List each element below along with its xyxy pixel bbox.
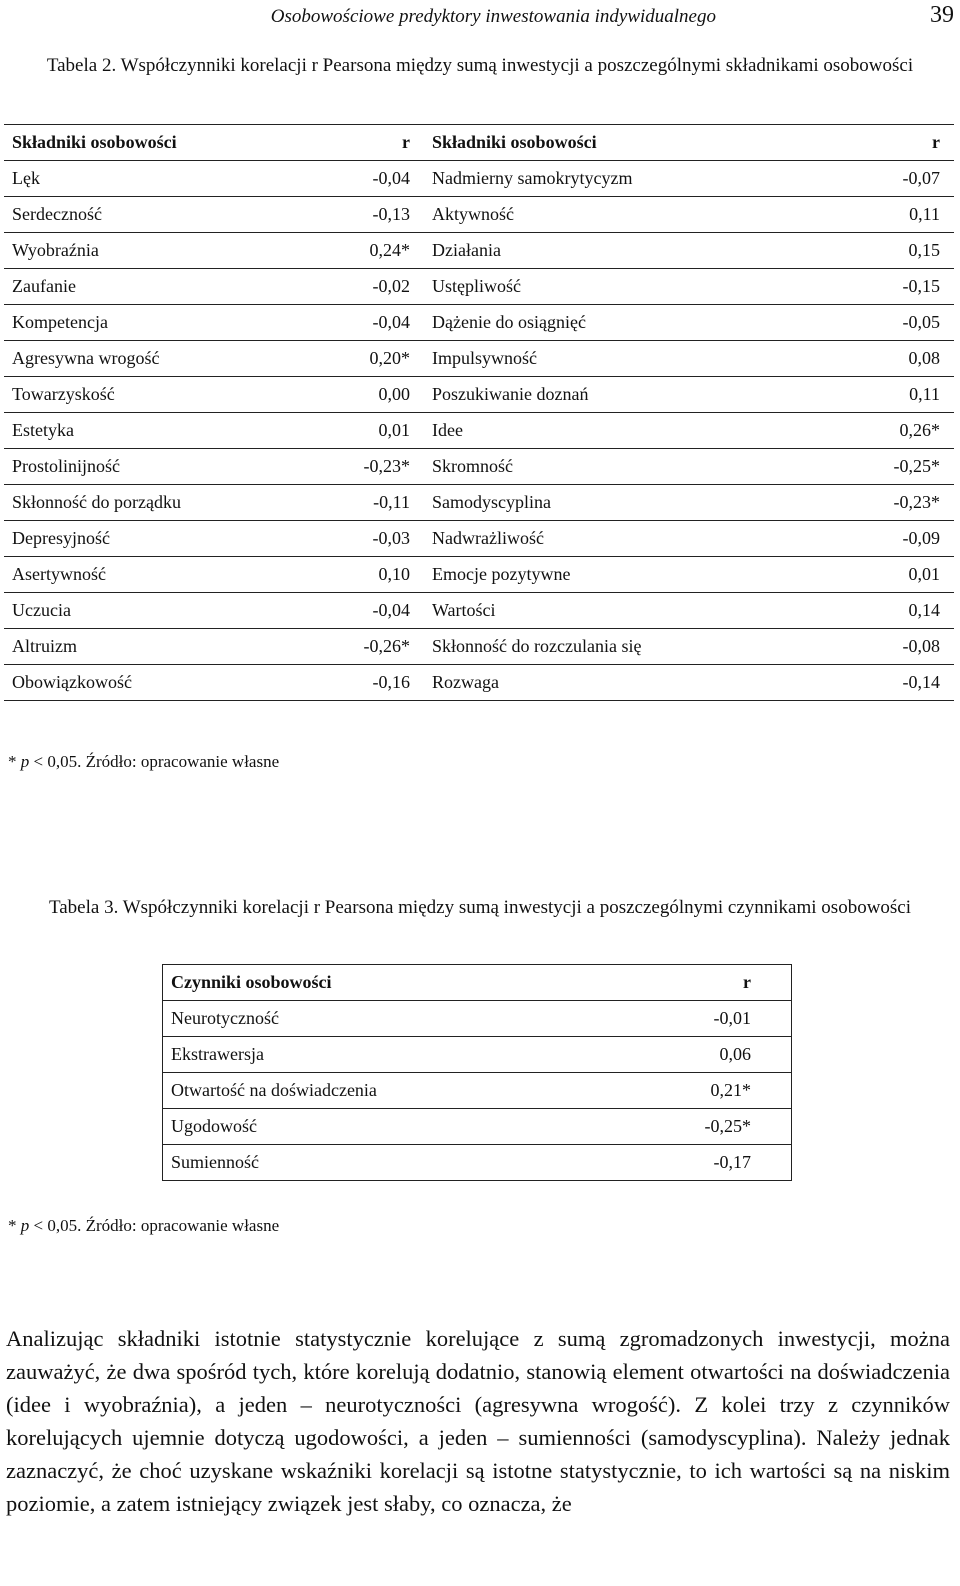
- table-row: [4, 449, 954, 485]
- footnote-rest: < 0,05. Źródło: opracowanie własne: [29, 1216, 280, 1235]
- component-name-cell: Emocje pozytywne: [424, 557, 820, 593]
- r-value-cell: 0,21*: [603, 1073, 791, 1109]
- r-value-cell: 0,01: [262, 413, 424, 449]
- component-name-cell: Asertywność: [4, 557, 262, 593]
- table-row: [163, 1073, 792, 1109]
- component-name-cell: Kompetencja: [4, 305, 262, 341]
- component-name-cell: Prostolinijność: [4, 449, 262, 485]
- r-value-cell: -0,04: [262, 305, 424, 341]
- r-value-cell: -0,23*: [262, 449, 424, 485]
- component-name-cell: Nadmierny samokrytycyzm: [424, 161, 820, 197]
- component-name-cell: Sumienność: [163, 1145, 604, 1181]
- r-value-cell: -0,05: [820, 305, 954, 341]
- component-name-cell: Ugodowość: [163, 1109, 604, 1145]
- r-value-cell: -0,03: [262, 521, 424, 557]
- table-row: [4, 521, 954, 557]
- r-value-cell: -0,15: [820, 269, 954, 305]
- component-name-cell: Neurotyczność: [163, 1001, 604, 1037]
- component-name-cell: Agresywna wrogość: [4, 341, 262, 377]
- r-value-cell: -0,07: [820, 161, 954, 197]
- component-name-cell: Obowiązkowość: [4, 665, 262, 701]
- table-row: [163, 1109, 792, 1145]
- table3: [162, 964, 792, 1181]
- table3-header-col1: Czynniki osobowości: [163, 965, 604, 1001]
- component-name-cell: Uczucia: [4, 593, 262, 629]
- component-name-cell: Nadwrażliwość: [424, 521, 820, 557]
- table2-footnote: [8, 752, 279, 772]
- table2-header-col3: Składniki osobowości: [424, 125, 820, 161]
- component-name-cell: Serdeczność: [4, 197, 262, 233]
- footnote-p: p: [20, 1216, 30, 1235]
- r-value-cell: -0,25*: [820, 449, 954, 485]
- component-name-cell: Wartości: [424, 593, 820, 629]
- component-name-cell: Lęk: [4, 161, 262, 197]
- page-number: 39: [930, 2, 954, 28]
- component-name-cell: Rozwaga: [424, 665, 820, 701]
- r-value-cell: -0,16: [262, 665, 424, 701]
- component-name-cell: Wyobraźnia: [4, 233, 262, 269]
- table2: [4, 124, 954, 701]
- table2-caption: Tabela 2. Współczynniki korelacji r Pearsona między sumą inwestycji a poszczególnymi składnikami osobowości: [46, 55, 914, 76]
- table3-header-row: [163, 965, 792, 1001]
- table-row: [4, 197, 954, 233]
- component-name-cell: Idee: [424, 413, 820, 449]
- component-name-cell: Towarzyskość: [4, 377, 262, 413]
- r-value-cell: 0,11: [820, 197, 954, 233]
- table-row: [4, 665, 954, 701]
- r-value-cell: -0,14: [820, 665, 954, 701]
- r-value-cell: -0,13: [262, 197, 424, 233]
- r-value-cell: -0,04: [262, 593, 424, 629]
- component-name-cell: Altruizm: [4, 629, 262, 665]
- r-value-cell: 0,26*: [820, 413, 954, 449]
- r-value-cell: -0,23*: [820, 485, 954, 521]
- table-row: [4, 341, 954, 377]
- component-name-cell: Depresyjność: [4, 521, 262, 557]
- component-name-cell: Skłonność do porządku: [4, 485, 262, 521]
- table2-header-row: [4, 125, 954, 161]
- table-row: [163, 1145, 792, 1181]
- r-value-cell: 0,11: [820, 377, 954, 413]
- component-name-cell: Dążenie do osiągnięć: [424, 305, 820, 341]
- table-row: [4, 629, 954, 665]
- table3-caption: Tabela 3. Współczynniki korelacji r Pearsona między sumą inwestycji a poszczególnymi czynnikami osobowości: [48, 897, 912, 918]
- running-header: [0, 4, 960, 32]
- r-value-cell: -0,26*: [262, 629, 424, 665]
- table-row: [4, 413, 954, 449]
- component-name-cell: Skromność: [424, 449, 820, 485]
- table-row: [163, 1037, 792, 1073]
- r-value-cell: -0,09: [820, 521, 954, 557]
- table-row: [4, 161, 954, 197]
- table2-body: [4, 161, 954, 701]
- r-value-cell: -0,04: [262, 161, 424, 197]
- component-name-cell: Ustępliwość: [424, 269, 820, 305]
- body-paragraph: Analizując składniki istotnie statystycznie korelujące z sumą zgromadzonych inwestycji, można zauważyć, że dwa spośród tych, które korelują dodatnio, stanowią element otwartości na doświadczenia (idee i wyobraźnia), a jeden – neurotyczności (agresywna wrogość). Z kolei trzy z czynników korelujących ujemnie dotyczą ugodowości, a jeden – sumienności (samodyscyplina). Należy jednak zaznaczyć, że choć uzyskane wskaźniki korelacji są istotne statystycznie, to ich wartości są na niskim poziomie, a zatem istniejący związek jest słaby, co oznacza, że: [6, 1326, 950, 1516]
- component-name-cell: Estetyka: [4, 413, 262, 449]
- r-value-cell: -0,02: [262, 269, 424, 305]
- r-value-cell: 0,24*: [262, 233, 424, 269]
- table-row: [4, 305, 954, 341]
- component-name-cell: Poszukiwanie doznań: [424, 377, 820, 413]
- r-value-cell: 0,15: [820, 233, 954, 269]
- component-name-cell: Samodyscyplina: [424, 485, 820, 521]
- r-value-cell: 0,08: [820, 341, 954, 377]
- r-value-cell: -0,17: [603, 1145, 791, 1181]
- r-value-cell: -0,08: [820, 629, 954, 665]
- r-value-cell: -0,01: [603, 1001, 791, 1037]
- component-name-cell: Zaufanie: [4, 269, 262, 305]
- table2-header-col4: r: [820, 125, 954, 161]
- running-title: Osobowościowe predyktory inwestowania indywidualnego: [270, 6, 716, 27]
- footnote-p: p: [20, 752, 30, 771]
- component-name-cell: Aktywność: [424, 197, 820, 233]
- component-name-cell: Impulsywność: [424, 341, 820, 377]
- component-name-cell: Skłonność do rozczulania się: [424, 629, 820, 665]
- r-value-cell: 0,20*: [262, 341, 424, 377]
- component-name-cell: Działania: [424, 233, 820, 269]
- table2-header-col2: r: [262, 125, 424, 161]
- table-row: [4, 485, 954, 521]
- r-value-cell: 0,01: [820, 557, 954, 593]
- footnote-star: *: [8, 752, 21, 771]
- footnote-rest: < 0,05. Źródło: opracowanie własne: [29, 752, 280, 771]
- table-row: [4, 593, 954, 629]
- component-name-cell: Ekstrawersja: [163, 1037, 604, 1073]
- component-name-cell: Otwartość na doświadczenia: [163, 1073, 604, 1109]
- table-row: [4, 377, 954, 413]
- table-row: [163, 1001, 792, 1037]
- r-value-cell: -0,25*: [603, 1109, 791, 1145]
- table-row: [4, 233, 954, 269]
- r-value-cell: 0,00: [262, 377, 424, 413]
- table3-footnote: [8, 1216, 279, 1236]
- table3-body: [163, 1001, 792, 1181]
- r-value-cell: -0,11: [262, 485, 424, 521]
- table-row: [4, 269, 954, 305]
- table2-header-col1: Składniki osobowości: [4, 125, 262, 161]
- footnote-star: *: [8, 1216, 21, 1235]
- r-value-cell: 0,14: [820, 593, 954, 629]
- table3-header-col2: r: [603, 965, 791, 1001]
- r-value-cell: 0,06: [603, 1037, 791, 1073]
- r-value-cell: 0,10: [262, 557, 424, 593]
- table-row: [4, 557, 954, 593]
